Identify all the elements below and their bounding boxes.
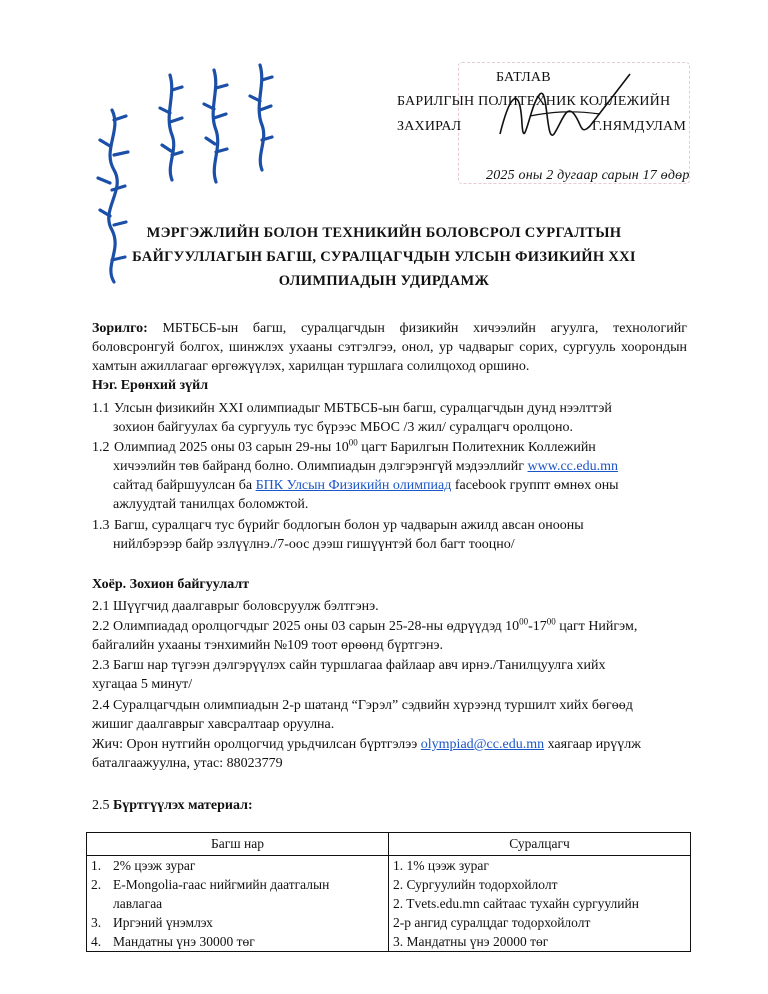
approval-name: Г.НЯМДУЛАМ [592, 119, 687, 134]
section2-item-1: 2.1 Шүүгчид даалгаврыг боловсруулж бэлтгэнэ. [92, 599, 379, 614]
list-item: 2-р ангид суралцдаг тодорхойлолт [393, 915, 591, 930]
registration-table [86, 832, 691, 952]
section2-item-5: 2.5 Бүртгүүлэх материал: [92, 798, 253, 813]
document-title-line2: БАЙГУУЛЛАГЫН БАГШ, СУРАЛЦАГЧДЫН УЛСЫН ФИЗИКИЙН XXI [132, 249, 636, 265]
table-header-teachers: Багш нар [87, 833, 389, 856]
student-materials-cell [389, 856, 691, 952]
document-title-line1: МЭРГЭЖЛИЙН БОЛОН ТЕХНИКИЙН БОЛОВСРОЛ СУРГАЛТЫН [146, 225, 622, 241]
list-item: 4. Мандатны үнэ 30000 төг [91, 934, 255, 949]
email-link[interactable]: olympiad@cc.edu.mn [420, 737, 545, 752]
section1-heading: Нэг. Ерөнхий зүйл [92, 378, 209, 393]
list-item: 2. Tvets.edu.mn сайтаас тухайн сургуулийн [393, 896, 639, 911]
section2-heading: Хоёр. Зохион байгуулалт [92, 577, 250, 592]
teacher-materials-cell [87, 856, 389, 952]
section2-item-3: 2.3 Багш нар түгээн дэлгэрүүлэх сайн туршлагаа файлаар авч ирнэ./Танилцуулга хийх хугацаа 5 минут/ [92, 658, 606, 692]
list-item: 2. Сургуулийн тодорхойлолт [393, 877, 558, 892]
goal-text: МБТБСБ-ын багш, суралцагчдын физикийн хичээлийн агуулга, технологийг боловсронгуй болгох, шинжлэх ухааны сэтгэлгээ, онол, ур чадварыг сорих, сургууль хоорондын хамтын ажиллагааг өргөжүүлэх, харилцан туршлага солилцоход оршино. [92, 321, 687, 374]
list-item: 3. Мандатны үнэ 20000 төг [393, 934, 549, 949]
approval-label: БАТЛАВ [496, 70, 551, 85]
section1-item-2: 1.2 Олимпиад 2025 оны 03 сарын 29-ны $10^{00}$ цагт Барилгын Политехник Коллежийн хичээлийн төв байранд болно. Олимпиадын дэлгэрэнгүй мэдээллийг www.cc.edu.mn сайтад байршуулсан ба БПК Улсын Физикийн олимпиад facebook группт өмнөх оны ажлуудтай танилцах боломжтой. [92, 437, 619, 512]
section1-item-3: 1.3 Багш, суралцагч тус бүрийг бодлогын болон ур чадварын ажилд авсан онооны нийлбэрээр байр эзлүүлнэ./7-оос дээш гишүүнтэй бол багт тооцно/ [92, 518, 584, 552]
table-header-students: Суралцагч [389, 833, 691, 856]
section1-item-1: 1.1 Улсын физикийн XXI олимпиадыг МБТБСБ-ын багш, суралцагчдын дунд нээлттэй зохион байгуулах ба сургууль тус бүрээс МБОС /3 жил/ суралцагч оролцоно. [92, 401, 612, 435]
section2-note: Жич: Орон нутгийн оролцогчид урьдчилсан бүртгэлээ olympiad@cc.edu.mn хаягаар ирүүлж баталгаажуулна, утас: 88023779 [92, 737, 641, 771]
list-item: 2. E-Mongolia-гаас нийгмийн даатгалын [91, 877, 330, 892]
document-title-line3: ОЛИМПИАДЫН УДИРДАМЖ [278, 273, 490, 289]
list-item: 1. 2% цээж зураг [91, 858, 196, 873]
goal-label: Зорилго: [92, 321, 148, 336]
section2-item-4: 2.4 Суралцагчдын олимпиадын 2-р шатанд “Гэрэл” сэдвийн хүрээнд туршилт хийх бөгөөд жишиг даалгаврыг хавсралтаар оруулна. [92, 698, 633, 732]
approval-date: 2025 оны 2 дугаар сарын 17 өдөр [486, 168, 690, 183]
facebook-group-link[interactable]: БПК Улсын Физикийн олимпиад [255, 478, 452, 493]
list-item: лавлагаа [113, 896, 163, 911]
goal-paragraph [92, 319, 687, 376]
website-link[interactable]: www.cc.edu.mn [527, 459, 618, 474]
section2-item-2: 2.2 Олимпиадад оролцогчдыг 2025 оны 03 сарын 25-28-ны өдрүүдэд $10^{00}-17^{00}$ цагт Нийгэм, байгалийн ухааны тэнхимийн №109 тоот өрөөнд бүртгэнэ. [92, 616, 638, 653]
list-item: 3. Иргэний үнэмлэх [91, 915, 213, 930]
approval-role: ЗАХИРАЛ [397, 119, 462, 134]
approval-org: БАРИЛГЫН ПОЛИТЕХНИК КОЛЛЕЖИЙН [397, 94, 671, 109]
list-item: 1. 1% цээж зураг [393, 858, 489, 873]
